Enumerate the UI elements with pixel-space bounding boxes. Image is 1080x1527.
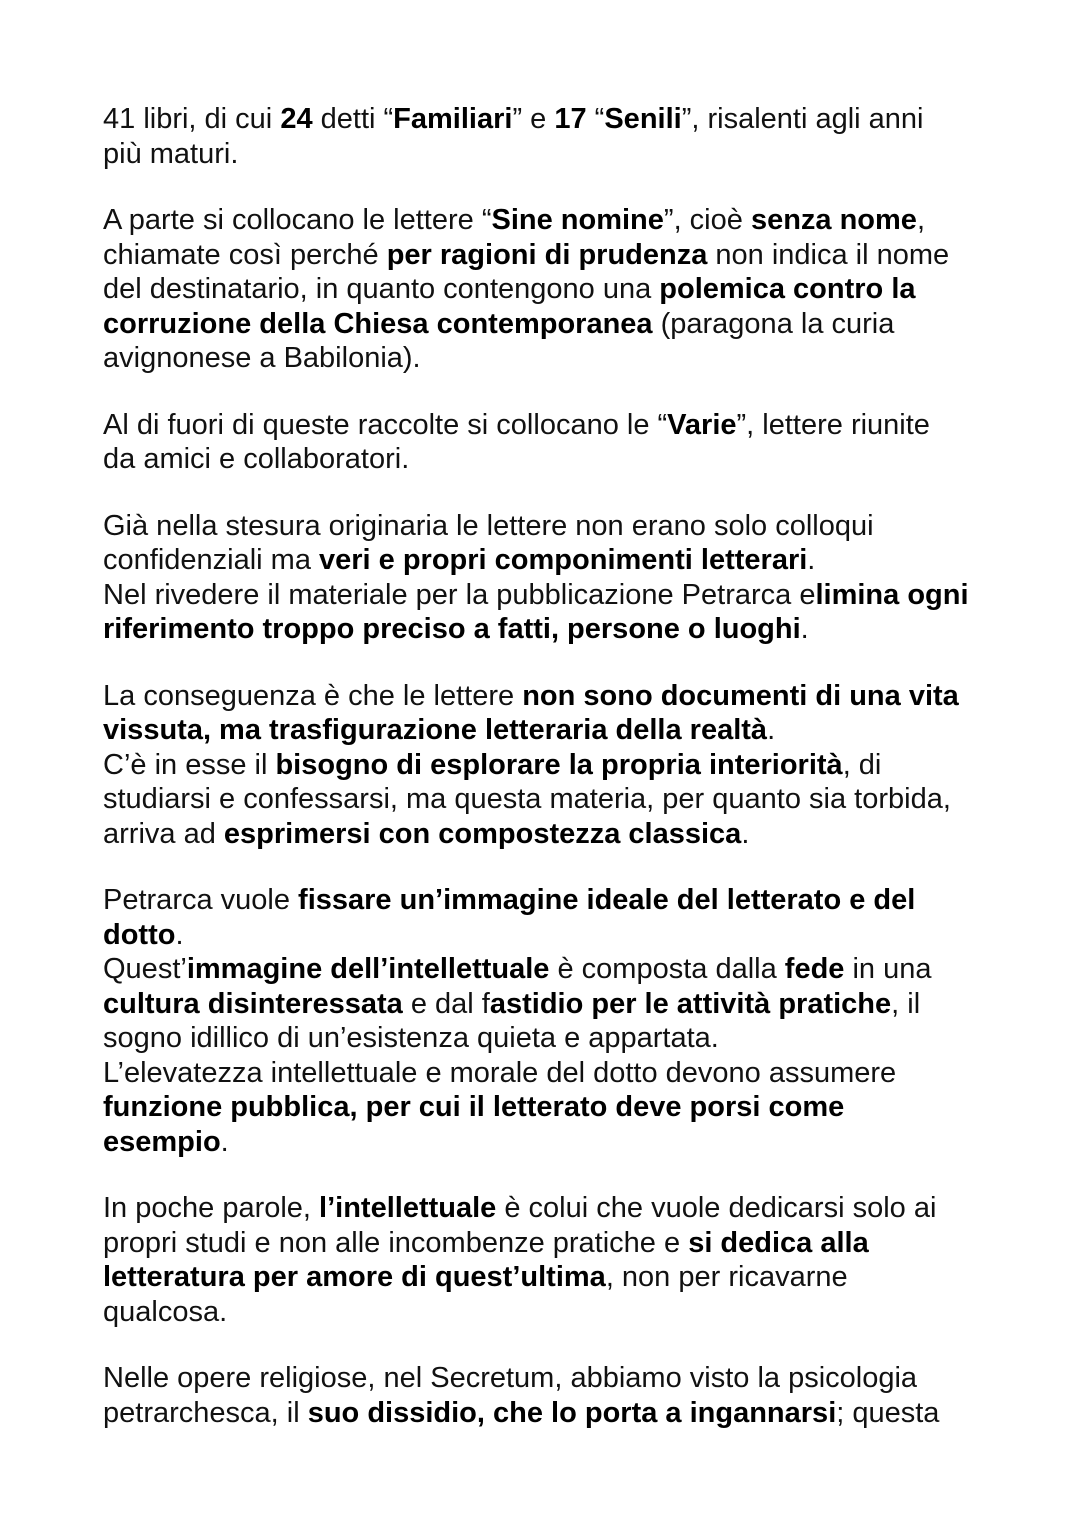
text-run: detti “ [312,103,394,135]
text-run: Al di fuori di queste raccolte si collocano le “ [103,408,668,441]
bold-text-run: suo dissidio, che lo porta a ingannarsi [307,1396,837,1429]
paragraph-consequence [103,679,993,852]
bold-text-run: fede [784,953,845,985]
text-run: propri studi e non alle incombenze pratiche e [103,1226,689,1259]
text-run: “ [586,103,605,135]
text-run: non indica il nome [707,238,950,271]
text-run: ”, risalenti agli anni [681,103,924,135]
text-run: è composta dalla [549,953,785,985]
text-run: . [175,918,184,951]
text-run: Nelle opere religiose, nel Secretum, abbiamo visto la psicologia [103,1362,918,1394]
text-run: studiarsi e confessarsi, ma questa materia, per quanto sia torbida, [103,783,951,815]
bold-text-run: Familiari [393,103,513,135]
text-run: (paragona la curia [652,307,895,340]
text-run: arriva ad [103,817,224,850]
text-run: In poche parole, [103,1192,320,1224]
text-run: ”, cioè [663,204,751,236]
text-run: . [741,817,750,850]
text-run: , di [842,748,882,781]
text-run: ”, lettere riunite [736,408,930,441]
text-run: Petrarca vuole [103,884,299,916]
bold-text-run: Varie [667,408,737,441]
text-run: ; questa [836,1396,940,1429]
bold-text-run: riferimento troppo preciso a fatti, persone o luoghi [103,613,801,645]
paragraph-literary-compositions [103,509,993,647]
bold-text-run: funzione pubblica, per cui il letterato deve porsi come [103,1091,845,1123]
bold-text-run: astidio per le attività pratiche [489,987,892,1020]
text-run: A parte si collocano le lettere “ [103,204,492,236]
bold-text-run: corruzione della Chiesa contemporanea [103,307,653,340]
bold-text-run: l’intellettuale [319,1192,497,1224]
text-run: ” e [512,103,555,135]
bold-text-run: non sono documenti di una vita [522,679,959,712]
bold-text-run: 17 [554,103,587,135]
bold-text-run: letteratura per amore di quest’ultima [103,1261,606,1293]
paragraph-religious-works [103,1361,993,1430]
text-run: . [767,714,776,746]
text-run: . [800,613,809,645]
document-page [103,102,993,1462]
bold-text-run: esempio [103,1125,221,1158]
bold-text-run: cultura disinteressata [103,987,403,1020]
bold-text-run: polemica contro la [659,273,916,305]
text-run: 41 libri, di cui [103,103,281,135]
text-run: petrarchesca, il [103,1396,308,1429]
text-run: e dal f [402,987,490,1020]
text-run: , il [891,987,921,1020]
text-run: . [220,1125,229,1158]
text-run: . [807,544,816,576]
text-run: avignonese a Babilonia). [103,342,421,374]
bold-text-run: per ragioni di prudenza [386,238,708,271]
text-run: Quest’ [103,953,187,985]
bold-text-run: esprimersi con compostezza classica [223,817,742,850]
text-run: Nel rivedere il materiale per la pubblicazione Petrarca e [103,578,816,611]
text-run: L’elevatezza intellettuale e morale del dotto devono assumere [103,1056,897,1089]
text-run: Già nella stesura originaria le lettere non erano solo colloqui [103,509,874,542]
bold-text-run: Senili [604,103,682,135]
bold-text-run: vissuta, ma trasfigurazione letteraria della realtà [103,714,768,746]
paragraph-ideal-image [103,883,993,1159]
paragraph-sine-nomine [103,203,993,376]
bold-text-run: immagine dell’intellettuale [186,953,550,985]
text-run: da amici e collaboratori. [103,443,410,475]
text-run: del destinatario, in quanto contengono una [103,273,660,305]
text-run: è colui che vuole dedicarsi solo ai [496,1192,937,1224]
bold-text-run: veri e propri componimenti letterari [319,544,808,576]
text-run: qualcosa. [103,1295,228,1328]
paragraph-letter-collections [103,102,993,171]
text-run: chiamate così perché [103,238,387,271]
text-run: più maturi. [103,137,239,170]
text-run: confidenziali ma [103,544,319,576]
text-run: in una [844,953,932,985]
bold-text-run: fissare un’immagine ideale del letterato e del [298,884,916,916]
text-run: , [916,204,925,236]
bold-text-run: bisogno di esplorare la propria interiorità [275,748,843,781]
paragraph-intellectual [103,1191,993,1329]
bold-text-run: 24 [280,103,313,135]
bold-text-run: Sine nomine [491,204,664,236]
bold-text-run: senza nome [750,204,917,236]
bold-text-run: limina ogni [815,578,969,611]
text-run: sogno idillico di un’esistenza quieta e appartata. [103,1022,719,1054]
bold-text-run: dotto [103,918,176,951]
text-run: C’è in esse il [103,748,276,781]
paragraph-varie [103,408,993,477]
text-run: La conseguenza è che le lettere [103,679,523,712]
bold-text-run: si dedica alla [688,1226,869,1259]
text-run: , non per ricavarne [605,1261,848,1293]
